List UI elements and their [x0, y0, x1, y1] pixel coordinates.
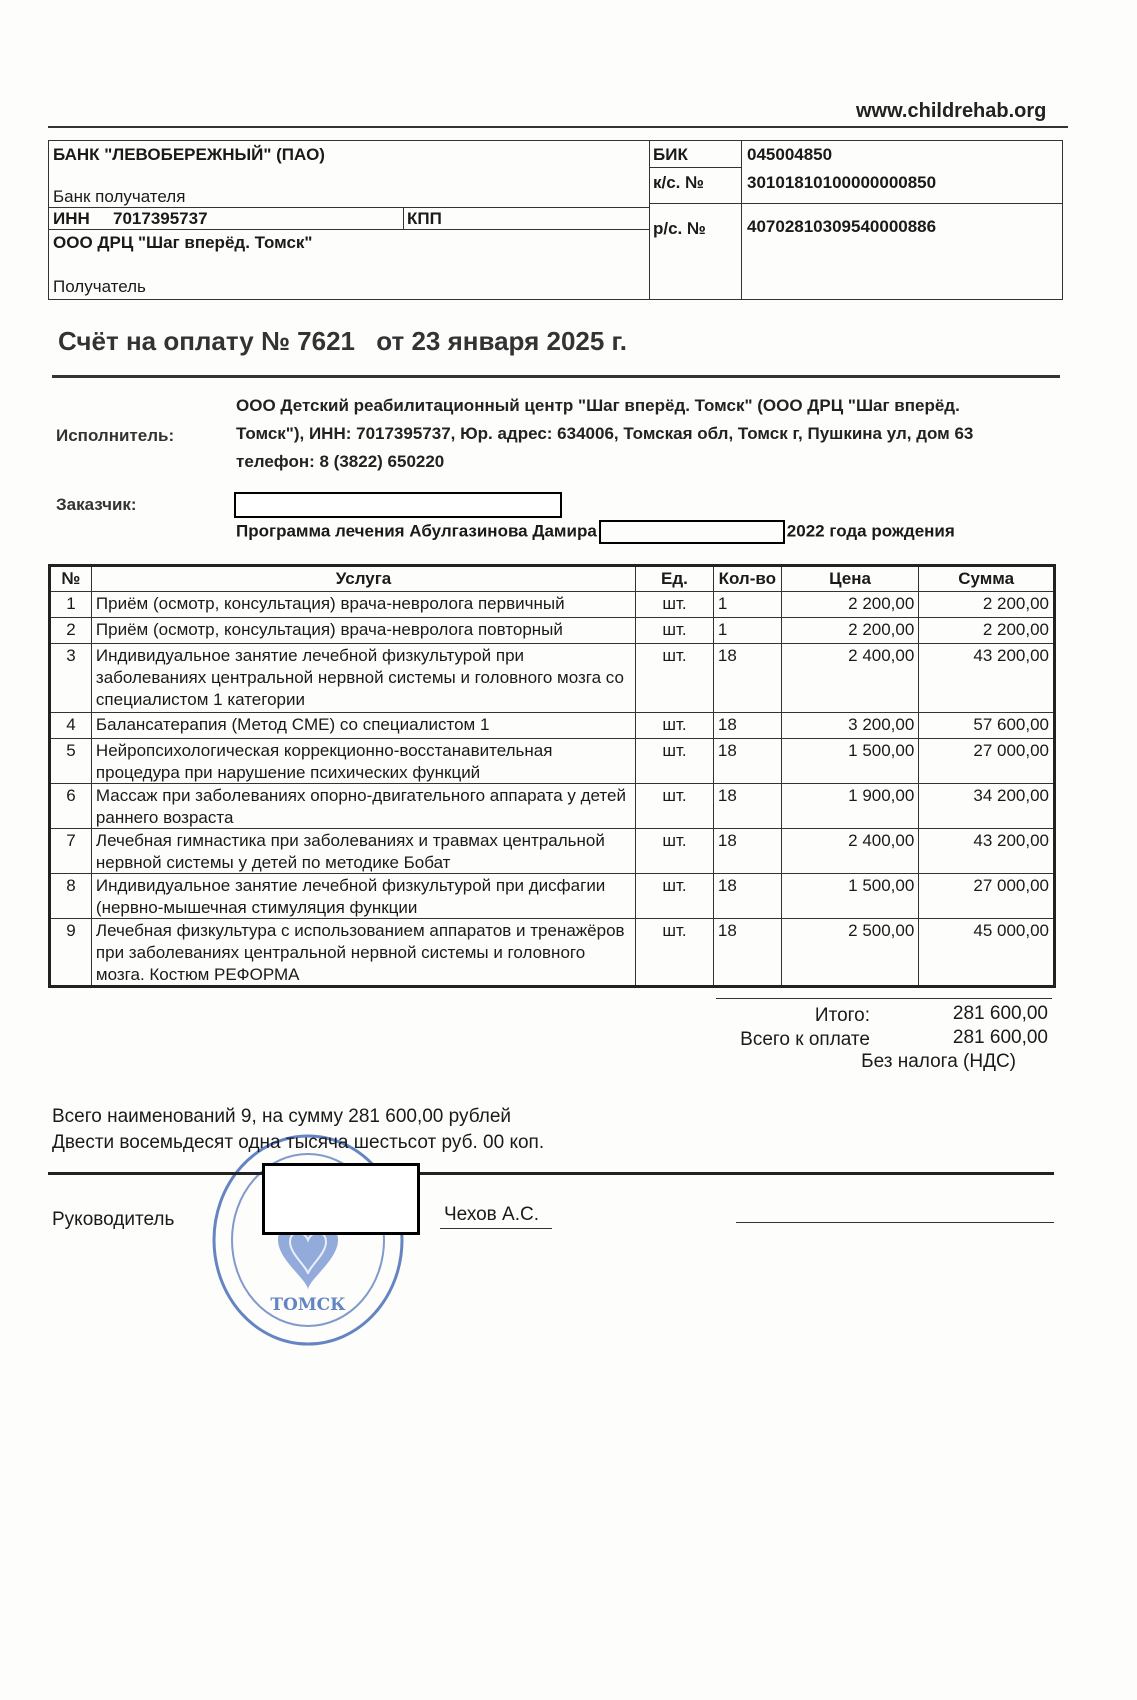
row-number: 9	[50, 919, 92, 987]
column-header: Сумма	[919, 566, 1055, 592]
service-name: Приём (осмотр, консультация) врача-невролога повторный	[91, 618, 635, 644]
service-unit: шт.	[636, 618, 714, 644]
service-qty: 18	[713, 874, 781, 919]
stamp-city: ТОМСК	[270, 1295, 346, 1315]
bank-divider	[403, 207, 404, 229]
signature-rule	[48, 1172, 1054, 1175]
service-sum: 43 200,00	[919, 829, 1055, 874]
program-suffix: 2022 года рождения	[786, 521, 955, 541]
table-row	[50, 713, 1055, 739]
redaction-box	[262, 1163, 420, 1235]
table-header-row	[50, 566, 1055, 592]
head-label: Руководитель	[52, 1209, 175, 1230]
signature-line	[736, 1222, 1054, 1223]
invoice-title	[58, 326, 627, 357]
service-name: Индивидуальное занятие лечебной физкультурой при заболеваниях центральной нервной системы и головного мозга со специалистом 1 категории	[95, 646, 624, 709]
summary-block	[52, 1104, 544, 1156]
service-price: 2 500,00	[781, 919, 919, 987]
service-price: 1 500,00	[781, 739, 919, 784]
table-row	[50, 784, 1055, 829]
service-price: 1 500,00	[781, 874, 919, 919]
service-qty: 18	[713, 739, 781, 784]
table-row	[50, 592, 1055, 618]
bank-divider	[49, 207, 649, 208]
program-line	[236, 520, 955, 544]
service-name: Приём (осмотр, консультация) врача-невролога первичный	[91, 592, 635, 618]
program-prefix: Программа лечения Абулгазинова Дамира	[236, 521, 597, 541]
header-rule	[48, 126, 1068, 128]
service-sum: 27 000,00	[919, 739, 1055, 784]
service-name: Нейропсихологическая коррекционно-восстанавительная процедура при нарушение психических функций	[95, 741, 553, 782]
inn-value: 7017395737	[113, 209, 208, 228]
customer-label: Заказчик:	[56, 495, 137, 514]
service-name: Лечебная гимнастика при заболеваниях и травмах центральной нервной системы у детей по методике Бобат	[95, 831, 605, 872]
bank-divider	[741, 141, 742, 299]
service-unit: шт.	[636, 713, 714, 739]
summary-count: Всего наименований 9, на сумму 281 600,00 рублей	[52, 1106, 512, 1127]
service-price: 2 400,00	[781, 829, 919, 874]
service-price: 3 200,00	[781, 713, 919, 739]
bik-label: БИК	[653, 145, 688, 164]
head-name: Чехов А.С.	[444, 1204, 539, 1225]
services-table	[48, 564, 1056, 988]
kpp-label: КПП	[407, 209, 442, 228]
service-qty: 18	[713, 644, 781, 713]
ks-label: к/с. №	[653, 173, 705, 192]
invoice-number: Счёт на оплату № 7621	[58, 326, 356, 356]
service-unit: шт.	[636, 874, 714, 919]
service-name: Балансатерапия (Метод CME) со специалистом 1	[91, 713, 635, 739]
recipient-name: ООО ДРЦ "Шаг вперёд. Томск"	[53, 233, 313, 252]
service-qty: 18	[713, 713, 781, 739]
row-number: 3	[50, 644, 92, 713]
row-number: 7	[50, 829, 92, 874]
service-unit: шт.	[636, 592, 714, 618]
service-price: 2 200,00	[781, 618, 919, 644]
table-row	[50, 618, 1055, 644]
service-sum: 34 200,00	[919, 784, 1055, 829]
bank-details-box	[48, 140, 1063, 300]
service-unit: шт.	[636, 739, 714, 784]
service-name: Индивидуальное занятие лечебной физкультурой при дисфагии (нервно-мышечная стимуляция функции	[95, 876, 606, 917]
table-row	[50, 644, 1055, 713]
row-number: 2	[50, 618, 92, 644]
table-row	[50, 739, 1055, 784]
due-value: 281 600,00	[952, 1027, 1048, 1048]
total-value: 281 600,00	[952, 1003, 1048, 1024]
bank-divider	[649, 203, 1062, 204]
service-unit: шт.	[636, 784, 714, 829]
bank-divider	[649, 167, 741, 168]
service-name: Лечебная физкультура с использованием аппаратов и тренажёров при заболеваниях центральной нервной системы и головного мозга. Костюм РЕФОРМА	[95, 921, 625, 984]
service-unit: шт.	[636, 919, 714, 987]
row-number: 8	[50, 874, 92, 919]
service-price: 2 400,00	[781, 644, 919, 713]
table-row	[50, 874, 1055, 919]
column-header: Услуга	[91, 566, 635, 592]
service-sum: 57 600,00	[919, 713, 1055, 739]
bank-name: БАНК "ЛЕВОБЕРЕЖНЫЙ" (ПАО)	[53, 145, 325, 164]
ks-value: 30101810100000000850	[747, 173, 937, 192]
service-qty: 1	[713, 618, 781, 644]
row-number: 4	[50, 713, 92, 739]
redaction-box	[234, 492, 562, 518]
executor-label: Исполнитель:	[56, 426, 175, 445]
service-sum: 27 000,00	[919, 874, 1055, 919]
service-sum: 2 200,00	[919, 618, 1055, 644]
rs-value: 40702810309540000886	[747, 217, 937, 236]
total-label: Итого:	[814, 1005, 870, 1026]
table-row	[50, 919, 1055, 987]
recipient-caption: Получатель	[53, 277, 146, 296]
bank-caption: Банк получателя	[53, 187, 186, 206]
due-label: Всего к оплате	[740, 1029, 870, 1050]
row-number: 6	[50, 784, 92, 829]
service-unit: шт.	[636, 829, 714, 874]
service-sum: 45 000,00	[919, 919, 1055, 987]
column-header: Ед.	[636, 566, 714, 592]
service-price: 2 200,00	[781, 592, 919, 618]
service-qty: 18	[713, 829, 781, 874]
summary-words: Двести восемьдесят одна тысяча шестьсот руб. 00 коп.	[52, 1132, 545, 1153]
head-name-rule	[440, 1228, 552, 1229]
title-rule	[52, 375, 1060, 378]
service-qty: 1	[713, 592, 781, 618]
bank-divider	[649, 141, 650, 299]
invoice-date: от 23 января 2025 г.	[376, 326, 628, 356]
row-number: 1	[50, 592, 92, 618]
executor-details: ООО Детский реабилитационный центр "Шаг вперёд. Томск" (ООО ДРЦ "Шаг вперёд. Томск"), ИНН: 7017395737, Юр. адрес: 634006, Томская обл, Томск г, Пушкина ул, дом 63 телефон: 8 (3822) 650220	[236, 396, 974, 471]
website-url: www.childrehab.org	[856, 100, 1047, 122]
totals-rule	[716, 998, 1052, 999]
bik-value: 045004850	[747, 145, 833, 164]
row-number: 5	[50, 739, 92, 784]
service-sum: 43 200,00	[919, 644, 1055, 713]
redaction-box	[599, 520, 785, 544]
service-unit: шт.	[636, 644, 714, 713]
service-sum: 2 200,00	[919, 592, 1055, 618]
inn-label: ИНН	[53, 209, 90, 228]
service-qty: 18	[713, 919, 781, 987]
rs-label: р/с. №	[653, 219, 706, 238]
column-header: №	[50, 566, 92, 592]
column-header: Кол-во	[713, 566, 781, 592]
service-name: Массаж при заболеваниях опорно-двигательного аппарата у детей раннего возраста	[95, 786, 626, 827]
table-row	[50, 829, 1055, 874]
vat-note: Без налога (НДС)	[861, 1051, 1016, 1072]
column-header: Цена	[781, 566, 919, 592]
service-qty: 18	[713, 784, 781, 829]
service-price: 1 900,00	[781, 784, 919, 829]
bank-divider	[49, 229, 649, 230]
